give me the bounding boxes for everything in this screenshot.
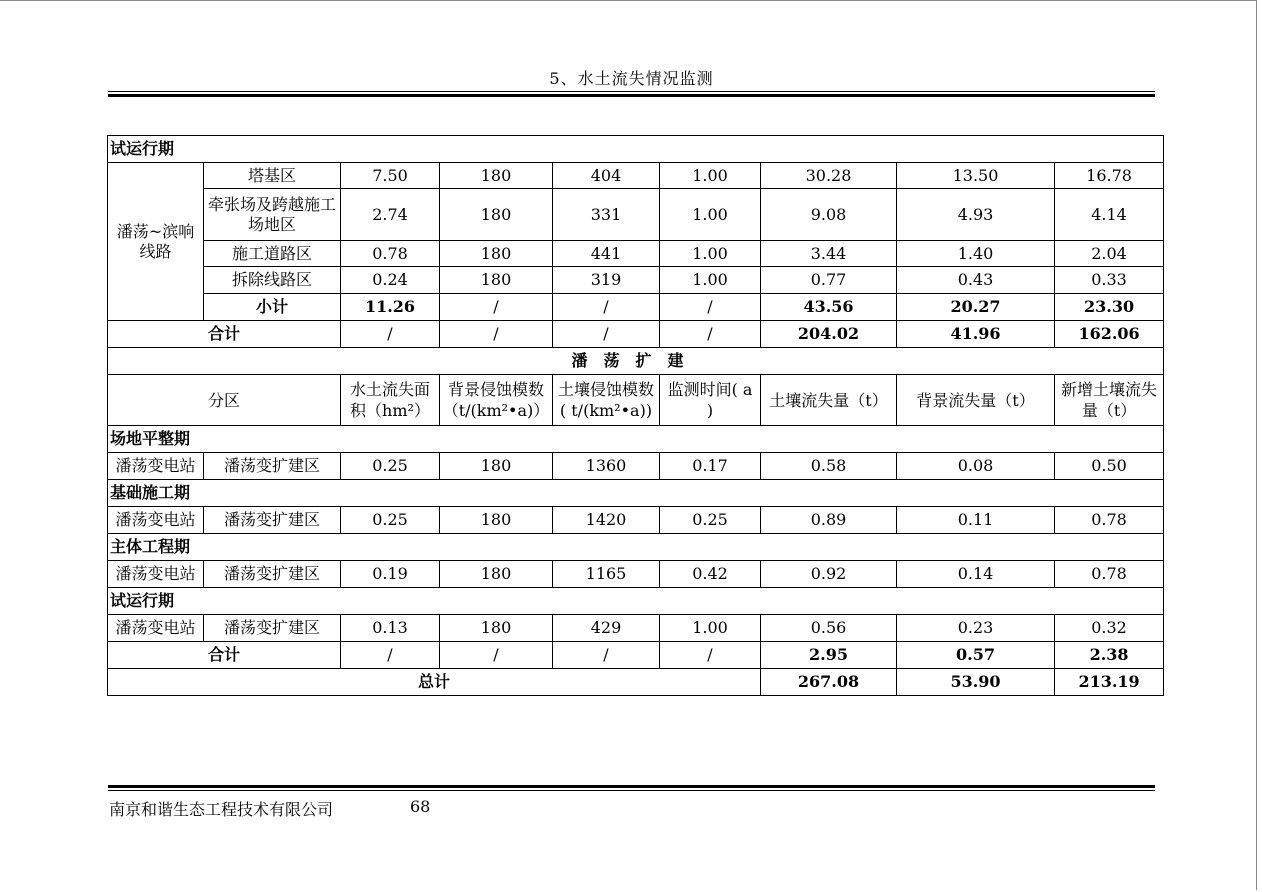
table-row [108, 241, 1164, 267]
time-cell: 1.00 [660, 189, 761, 241]
soil-loss-cell: 0.56 [761, 615, 897, 642]
table-row [108, 507, 1164, 534]
time-cell: / [660, 642, 761, 669]
soil-loss-cell: 30.28 [761, 163, 897, 189]
header-rule-thick [108, 94, 1155, 97]
area-cell: / [341, 642, 440, 669]
bg-loss-cell: 41.96 [897, 321, 1055, 348]
zone-cell: 潘荡变扩建区 [204, 507, 341, 534]
soil-loss-cell: 267.08 [761, 669, 897, 696]
table-row [108, 267, 1164, 294]
total-row [108, 321, 1164, 348]
section-title: 潘荡扩建 [108, 348, 1164, 375]
soil-loss-cell: 43.56 [761, 294, 897, 321]
bg-loss-cell: 0.08 [897, 453, 1055, 480]
page-number: 68 [410, 797, 431, 816]
grand-total-label: 总计 [108, 669, 761, 696]
table-row [108, 163, 1164, 189]
area-cell: / [341, 321, 440, 348]
subtotal-label: 小计 [204, 294, 341, 321]
station-cell: 潘荡变电站 [108, 561, 204, 588]
time-cell: / [660, 321, 761, 348]
col-header-bg-loss: 背景流失量（t） [897, 375, 1055, 426]
new-loss-cell: 0.78 [1055, 561, 1164, 588]
soil-modulus-cell: / [553, 321, 660, 348]
new-loss-cell: 0.32 [1055, 615, 1164, 642]
bg-modulus-cell: 180 [440, 241, 553, 267]
new-loss-cell: 2.38 [1055, 642, 1164, 669]
footer-company: 南京和谐生态工程技术有限公司 [109, 800, 334, 819]
bg-modulus-cell: 180 [440, 453, 553, 480]
total-label: 合计 [108, 321, 341, 348]
new-loss-cell: 16.78 [1055, 163, 1164, 189]
total-label: 合计 [108, 642, 341, 669]
area-cell: 0.24 [341, 267, 440, 294]
bg-loss-cell: 13.50 [897, 163, 1055, 189]
bg-modulus-cell: 180 [440, 507, 553, 534]
station-cell: 潘荡变电站 [108, 507, 204, 534]
time-cell: 1.00 [660, 615, 761, 642]
bg-modulus-cell: / [440, 642, 553, 669]
soil-modulus-cell: / [553, 294, 660, 321]
station-cell: 潘荡变电站 [108, 453, 204, 480]
time-cell: / [660, 294, 761, 321]
soil-loss-cell: 0.92 [761, 561, 897, 588]
phase-label: 试运行期 [108, 588, 1164, 615]
footer-rule-thick [108, 785, 1155, 788]
time-cell: 1.00 [660, 163, 761, 189]
area-cell: 0.78 [341, 241, 440, 267]
phase-label: 主体工程期 [108, 534, 1164, 561]
zone-cell: 潘荡变扩建区 [204, 561, 341, 588]
time-cell: 0.25 [660, 507, 761, 534]
bg-modulus-cell: / [440, 294, 553, 321]
column-header-row [108, 375, 1164, 426]
new-loss-cell: 0.33 [1055, 267, 1164, 294]
new-loss-cell: 4.14 [1055, 189, 1164, 241]
phase-row [108, 588, 1164, 615]
soil-modulus-cell: 441 [553, 241, 660, 267]
soil-loss-cell: 9.08 [761, 189, 897, 241]
bg-loss-cell: 0.11 [897, 507, 1055, 534]
page-header-title: 5、水土流失情况监测 [549, 69, 714, 88]
bg-modulus-cell: 180 [440, 561, 553, 588]
new-loss-cell: 162.06 [1055, 321, 1164, 348]
new-loss-cell: 213.19 [1055, 669, 1164, 696]
phase-row [108, 534, 1164, 561]
bg-loss-cell: 0.14 [897, 561, 1055, 588]
time-cell: 1.00 [660, 267, 761, 294]
phase-label: 试运行期 [108, 136, 1164, 163]
zone-cell: 潘荡变扩建区 [204, 453, 341, 480]
soil-modulus-cell: 319 [553, 267, 660, 294]
zone-cell: 牵张场及跨越施工场地区 [204, 189, 341, 241]
soil-loss-cell: 204.02 [761, 321, 897, 348]
bg-loss-cell: 0.57 [897, 642, 1055, 669]
bg-loss-cell: 0.43 [897, 267, 1055, 294]
soil-modulus-cell: 1420 [553, 507, 660, 534]
col-header-bg-modulus: 背景侵蚀模数（t/(km²•a)） [440, 375, 553, 426]
new-loss-cell: 23.30 [1055, 294, 1164, 321]
col-header-zone: 分区 [108, 375, 341, 426]
bg-modulus-cell: 180 [440, 163, 553, 189]
soil-loss-cell: 0.77 [761, 267, 897, 294]
time-cell: 0.42 [660, 561, 761, 588]
soil-modulus-cell: 331 [553, 189, 660, 241]
subtotal-row [108, 294, 1164, 321]
area-cell: 7.50 [341, 163, 440, 189]
area-cell: 0.19 [341, 561, 440, 588]
soil-modulus-cell: 1165 [553, 561, 660, 588]
group-label: 潘荡~滨响线路 [108, 163, 204, 321]
zone-cell: 塔基区 [204, 163, 341, 189]
soil-loss-cell: 3.44 [761, 241, 897, 267]
bg-modulus-cell: 180 [440, 267, 553, 294]
soil-modulus-cell: 1360 [553, 453, 660, 480]
area-cell: 11.26 [341, 294, 440, 321]
table-row [108, 615, 1164, 642]
table-row [108, 189, 1164, 241]
bg-loss-cell: 4.93 [897, 189, 1055, 241]
table-row [108, 453, 1164, 480]
area-cell: 0.13 [341, 615, 440, 642]
soil-modulus-cell: / [553, 642, 660, 669]
bg-modulus-cell: / [440, 321, 553, 348]
total-row [108, 642, 1164, 669]
soil-loss-cell: 0.89 [761, 507, 897, 534]
phase-row [108, 426, 1164, 453]
col-header-new-loss: 新增土壤流失量（t） [1055, 375, 1164, 426]
table-row [108, 561, 1164, 588]
area-cell: 2.74 [341, 189, 440, 241]
phase-label: 基础施工期 [108, 480, 1164, 507]
col-header-soil-loss: 土壤流失量（t） [761, 375, 897, 426]
station-cell: 潘荡变电站 [108, 615, 204, 642]
soil-loss-cell: 0.58 [761, 453, 897, 480]
zone-cell: 拆除线路区 [204, 267, 341, 294]
phase-row [108, 136, 1164, 163]
col-header-soil-modulus: 土壤侵蚀模数( t/(km²•a)) [553, 375, 660, 426]
new-loss-cell: 2.04 [1055, 241, 1164, 267]
bg-loss-cell: 53.90 [897, 669, 1055, 696]
new-loss-cell: 0.50 [1055, 453, 1164, 480]
area-cell: 0.25 [341, 453, 440, 480]
new-loss-cell: 0.78 [1055, 507, 1164, 534]
footer-rule-thin [108, 790, 1155, 791]
soil-modulus-cell: 404 [553, 163, 660, 189]
bg-modulus-cell: 180 [440, 189, 553, 241]
bg-loss-cell: 0.23 [897, 615, 1055, 642]
soil-loss-cell: 2.95 [761, 642, 897, 669]
grand-total-row [108, 669, 1164, 696]
area-cell: 0.25 [341, 507, 440, 534]
phase-row [108, 480, 1164, 507]
bg-loss-cell: 1.40 [897, 241, 1055, 267]
time-cell: 1.00 [660, 241, 761, 267]
bg-loss-cell: 20.27 [897, 294, 1055, 321]
zone-cell: 施工道路区 [204, 241, 341, 267]
soil-modulus-cell: 429 [553, 615, 660, 642]
soil-loss-table [107, 135, 1164, 696]
header-rule-thin [108, 91, 1155, 92]
time-cell: 0.17 [660, 453, 761, 480]
col-header-time: 监测时间( a ) [660, 375, 761, 426]
bg-modulus-cell: 180 [440, 615, 553, 642]
zone-cell: 潘荡变扩建区 [204, 615, 341, 642]
phase-label: 场地平整期 [108, 426, 1164, 453]
col-header-area: 水土流失面积（hm²） [341, 375, 440, 426]
section-title-row [108, 348, 1164, 375]
